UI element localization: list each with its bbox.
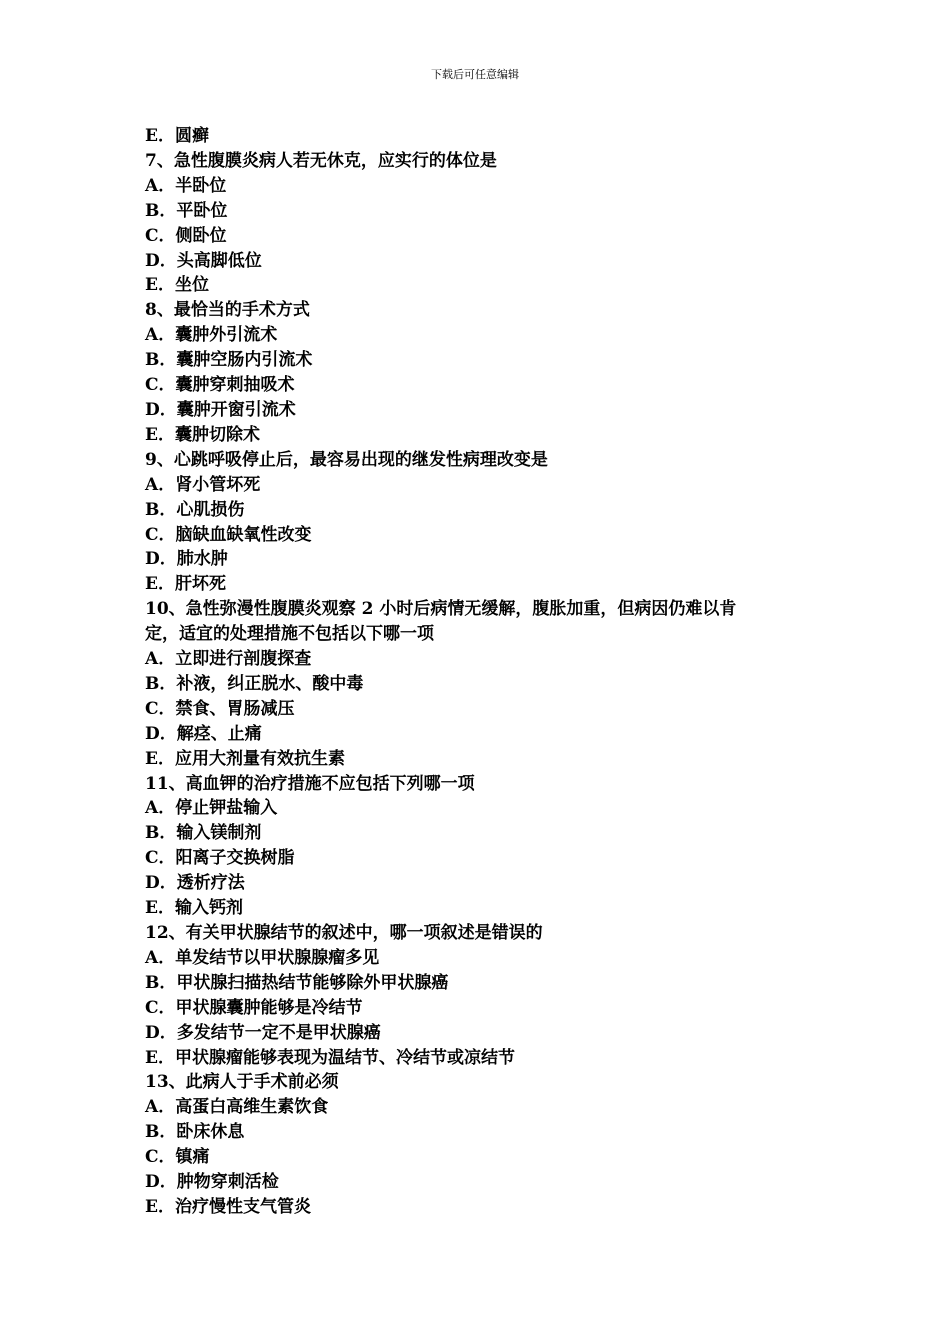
option-line: E．应用大剂量有效抗生素 bbox=[145, 748, 345, 769]
question-line: 13、此病人于手术前必须 bbox=[145, 1072, 339, 1093]
option-line: E．囊肿切除术 bbox=[145, 424, 260, 445]
option-line: B．甲状腺扫描热结节能够除外甲状腺癌 bbox=[145, 972, 449, 993]
option-line: A．立即进行剖腹探查 bbox=[145, 649, 312, 670]
option-line: A．单发结节以甲状腺腺瘤多见 bbox=[145, 947, 380, 968]
option-line: B．补液，纠正脱水、酸中毒 bbox=[145, 673, 364, 694]
option-line: C．脑缺血缺氧性改变 bbox=[145, 524, 312, 545]
option-line: C．囊肿穿刺抽吸术 bbox=[145, 375, 295, 396]
option-line: A．高蛋白高维生素饮食 bbox=[145, 1097, 329, 1118]
option-line: D．头高脚低位 bbox=[145, 250, 262, 271]
option-line: B．心肌损伤 bbox=[145, 499, 245, 520]
option-line: E．坐位 bbox=[145, 275, 209, 296]
option-line: D．肿物穿刺活检 bbox=[145, 1172, 279, 1193]
option-line: B．囊肿空肠内引流术 bbox=[145, 350, 313, 371]
option-line: A．停止钾盐输入 bbox=[145, 798, 278, 819]
question-line: 12、有关甲状腺结节的叙述中，哪一项叙述是错误的 bbox=[145, 923, 543, 943]
question-line: 8、最恰当的手术方式 bbox=[145, 300, 310, 321]
option-line: C．镇痛 bbox=[145, 1147, 210, 1168]
option-line: E．肝坏死 bbox=[145, 574, 226, 595]
option-line: B．输入镁制剂 bbox=[145, 823, 262, 844]
question-line: 7、急性腹膜炎病人若无休克，应实行的体位是 bbox=[145, 150, 497, 171]
option-line: C．禁食、胃肠减压 bbox=[145, 698, 295, 719]
option-line: B．平卧位 bbox=[145, 200, 228, 221]
option-line: D．解痉、止痛 bbox=[145, 723, 262, 744]
option-line: B．卧床休息 bbox=[145, 1122, 245, 1143]
question-line-continued: 定，适宜的处理措施不包括以下哪一项 bbox=[145, 624, 434, 645]
option-line: C．甲状腺囊肿能够是冷结节 bbox=[145, 997, 363, 1018]
option-line: D．透析疗法 bbox=[145, 873, 245, 894]
question-line: 11、高血钾的治疗措施不应包括下列哪一项 bbox=[145, 773, 475, 794]
option-line: D．多发结节一定不是甲状腺癌 bbox=[145, 1022, 381, 1043]
option-line: A．肾小管坏死 bbox=[145, 474, 261, 495]
option-line: E．圆癣 bbox=[145, 126, 209, 146]
option-line: E．输入钙剂 bbox=[145, 898, 243, 919]
document-body bbox=[145, 124, 815, 1220]
option-line: E．治疗慢性支气管炎 bbox=[145, 1196, 311, 1217]
option-line: A．半卧位 bbox=[145, 175, 227, 196]
option-line: C．阳离子交换树脂 bbox=[145, 848, 295, 869]
option-line: D．囊肿开窗引流术 bbox=[145, 399, 296, 420]
option-line: D．肺水肿 bbox=[145, 549, 228, 570]
option-line: E．甲状腺瘤能够表现为温结节、冷结节或凉结节 bbox=[145, 1047, 515, 1068]
page-header: 下载后可任意编辑 bbox=[431, 68, 519, 81]
question-line: 10、急性弥漫性腹膜炎观察 2 小时后病情无缓解，腹胀加重，但病因仍难以肯 bbox=[145, 599, 737, 620]
question-line: 9、心跳呼吸停止后，最容易出现的继发性病理改变是 bbox=[145, 449, 548, 470]
option-line: C．侧卧位 bbox=[145, 225, 227, 246]
option-line: A．囊肿外引流术 bbox=[145, 325, 278, 346]
